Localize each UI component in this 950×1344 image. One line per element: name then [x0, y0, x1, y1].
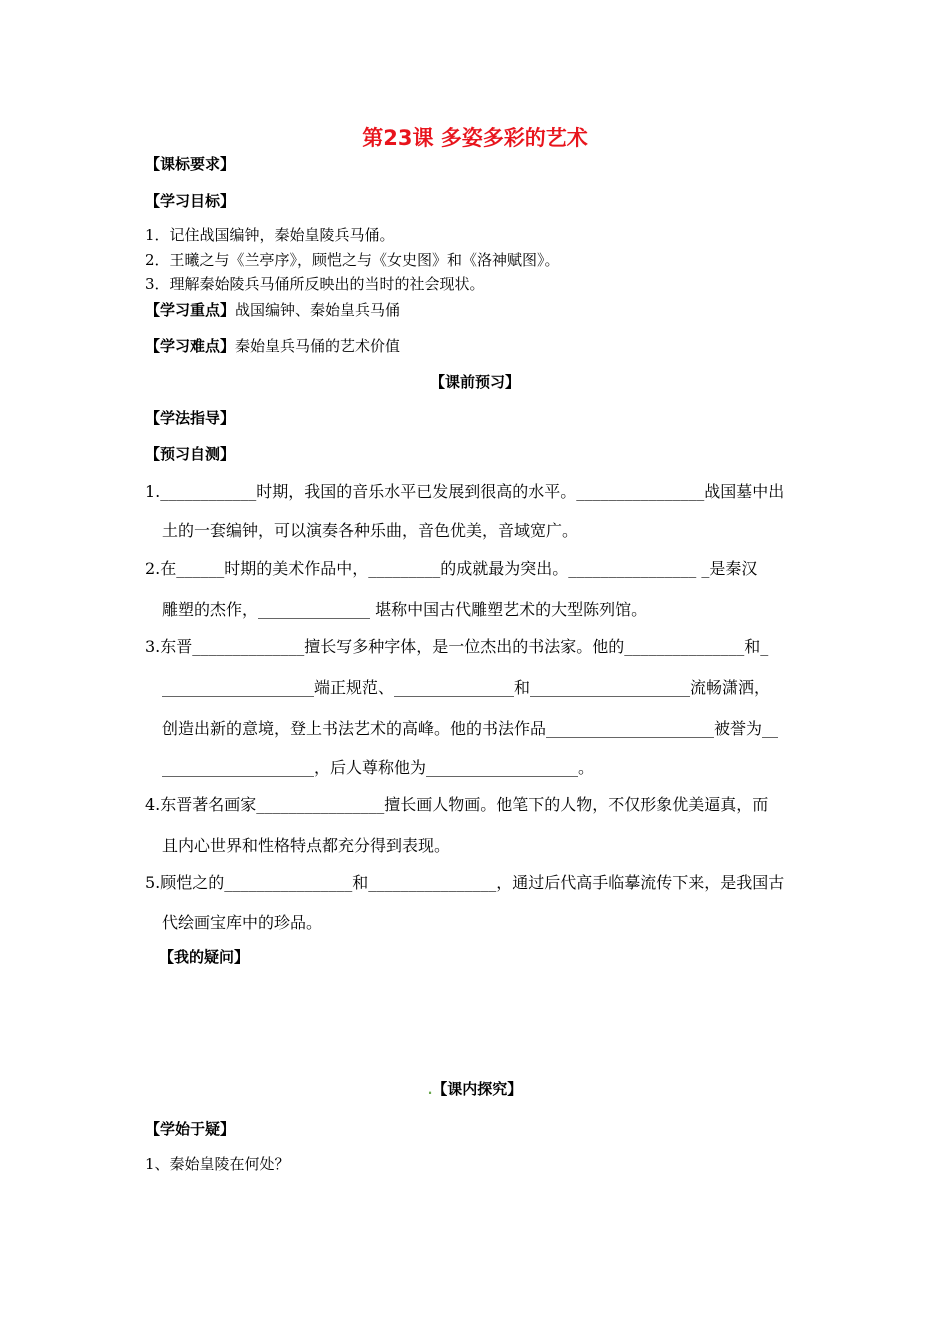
zhongdian-row — [145, 299, 400, 320]
section-kenei-row — [0, 1078, 950, 1099]
section-mubiao: 【学习目标】 — [145, 192, 236, 210]
zhongdian-label: 【学习重点】 — [145, 301, 236, 319]
section-xueshi: 【学始于疑】 — [145, 1120, 236, 1138]
section-zice: 【预习自测】 — [145, 445, 236, 463]
page-title: 第23课 多姿多彩的艺术 — [362, 126, 588, 150]
nandian-row — [145, 335, 400, 356]
section-kebiao: 【课标要求】 — [145, 155, 236, 173]
exercise-line: 且内心世界和性格特点都充分得到表现。 — [162, 836, 451, 855]
nandian-label: 【学习难点】 — [145, 337, 236, 355]
exercise-line: 代绘画宝库中的珍品。 — [162, 913, 323, 932]
zhongdian-text: 战国编钟、秦始皇兵马俑 — [235, 301, 401, 319]
exercise-line: 5.顾恺之的________________和________________，通过后代高手临摹流传下来，是我国古 — [145, 873, 785, 892]
exercise-line: 土的一套编钟，可以演奏各种乐曲，音色优美，音域宽广。 — [162, 521, 579, 540]
exercise-line: ___________________端正规范、_______________和____________________流畅潇洒， — [162, 678, 771, 697]
exercise-line: 3.东晋______________擅长写多种字体，是一位杰出的书法家。他的_______________和_ — [145, 637, 769, 656]
exercise-line: 2.在______时期的美术作品中，_________的成就最为突出。________________ _是秦汉 — [145, 559, 758, 578]
goal-2: 2．王曦之与《兰亭序》，顾恺之与《女史图》和《洛神赋图》。 — [145, 251, 560, 269]
nandian-text: 秦始皇兵马俑的艺术价值 — [235, 337, 401, 355]
exercise-line: 4.东晋著名画家________________擅长画人物画。他笔下的人物，不仅形象优美逼真，而 — [145, 795, 769, 814]
section-kenei: 【课内探究】 — [432, 1080, 523, 1098]
exercise-line: 雕塑的杰作，______________ 堪称中国古代雕塑艺术的大型陈列馆。 — [162, 600, 648, 619]
section-yiwen: 【我的疑问】 — [159, 948, 250, 966]
question-1: 1、秦始皇陵在何处？ — [145, 1155, 290, 1173]
exercise-line: ___________________，后人尊称他为___________________。 — [162, 758, 595, 777]
exercise-line: 创造出新的意境，登上书法艺术的高峰。他的书法作品_____________________被誉为__ — [162, 719, 779, 738]
marker-dot: . — [427, 1083, 433, 1097]
section-keqian: 【课前预习】 — [429, 373, 520, 391]
exercise-line: 1.____________时期，我国的音乐水平已发展到很高的水平。________________战国墓中出 — [145, 482, 785, 501]
section-xuefa: 【学法指导】 — [145, 409, 236, 427]
goal-1: 1．记住战国编钟，秦始皇陵兵马俑。 — [145, 226, 395, 244]
goal-3: 3．理解秦始陵兵马俑所反映出的当时的社会现状。 — [145, 275, 485, 293]
